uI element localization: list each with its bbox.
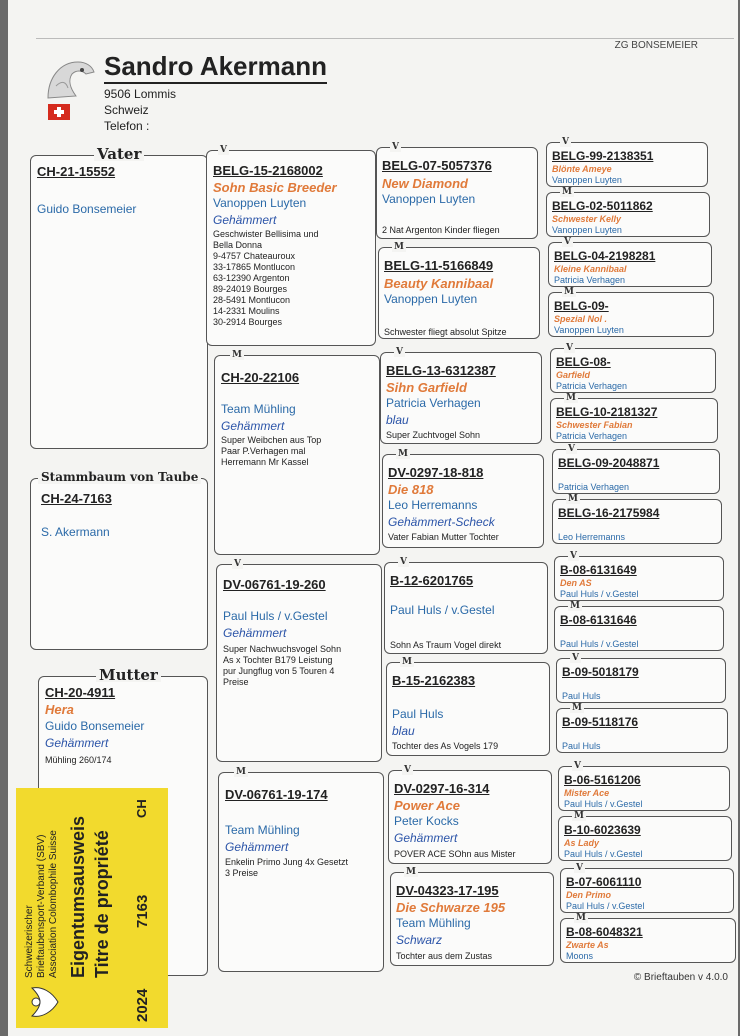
sex-marker: M — [570, 601, 580, 611]
gen2-owner: Patricia Verhagen — [386, 396, 481, 410]
gen3-box — [560, 868, 734, 913]
sex-marker: V — [566, 343, 573, 353]
gen3-owner: Paul Huls / v.Gestel — [560, 639, 639, 649]
sex-marker: V — [234, 559, 241, 569]
gen2-ring: B-15-2162383 — [392, 673, 476, 688]
gen1-owner: Paul Huls / v.Gestel — [223, 609, 328, 623]
gen3-box — [548, 292, 714, 337]
subject-legend: Stammbaum von Taube — [38, 470, 201, 484]
gen2-owner: Peter Kocks — [394, 814, 459, 828]
gen3-owner: Leo Herremanns — [558, 532, 626, 542]
gen2-box — [384, 562, 548, 654]
gen3-ring: B-09-5118176 — [562, 715, 639, 729]
sex-marker: M — [568, 494, 578, 504]
gen2-color: blau — [392, 724, 415, 738]
gen2-color: blau — [386, 413, 409, 427]
gen3-ring: B-06-5161206 — [564, 773, 641, 787]
gen2-name: Power Ace — [394, 798, 460, 813]
sticker-number: 7163 — [134, 894, 151, 928]
gen1-note: 63-12390 Argenton — [213, 273, 290, 283]
gen3-ring: BELG-02-5011862 — [552, 199, 653, 213]
dove-logo-icon — [24, 982, 62, 1022]
sex-marker: M — [406, 867, 416, 877]
gen1-box-father-mother — [214, 355, 380, 555]
subject-owner: S. Akermann — [41, 525, 110, 539]
sex-marker: V — [562, 137, 569, 147]
gen2-name: New Diamond — [382, 176, 468, 191]
swiss-flag-icon — [48, 104, 70, 120]
sex-marker: V — [564, 237, 571, 247]
gen1-note: 28-5491 Montlucon — [213, 295, 291, 305]
gen2-note: 2 Nat Argenton Kinder fliegen — [382, 225, 500, 235]
gen2-name: Die Schwarze 195 — [396, 900, 506, 915]
gen3-box — [552, 449, 720, 494]
gen1-note: Preise — [223, 677, 249, 687]
subject-ring: CH-24-7163 — [41, 491, 112, 506]
pigeon-head-icon — [42, 56, 98, 102]
gen3-ring: BELG-99-2138351 — [552, 149, 654, 163]
gen3-ring: B-10-6023639 — [564, 823, 641, 837]
gen3-owner: Paul Huls — [562, 741, 601, 751]
gen2-box — [382, 454, 544, 548]
mother-name: Hera — [45, 702, 74, 717]
gen3-box — [560, 918, 736, 963]
gen2-ring: BELG-07-5057376 — [382, 158, 492, 173]
gen3-ring: BELG-16-2175984 — [558, 506, 660, 520]
sticker-country: CH — [134, 799, 149, 818]
gen3-name: Spezial Nol . — [554, 314, 608, 324]
gen3-box — [552, 499, 722, 544]
sex-marker: V — [572, 653, 579, 663]
mother-color: Gehämmert — [45, 736, 109, 750]
gen3-ring: B-08-6048321 — [566, 925, 643, 939]
gen1-name: Sohn Basic Breeder — [213, 180, 337, 195]
mother-ring: CH-20-4911 — [45, 685, 116, 700]
father-ring: CH-21-15552 — [37, 164, 116, 179]
mother-owner: Guido Bonsemeier — [45, 719, 145, 733]
gen3-ring: B-07-6061110 — [566, 875, 642, 889]
gen2-note: Super Zuchtvogel Sohn — [386, 430, 481, 440]
gen3-name: Kleine Kannibaal — [554, 264, 627, 274]
software-footer: © Brieftauben v 4.0.0 — [633, 972, 728, 983]
gen2-owner: Vanoppen Luyten — [384, 292, 478, 306]
sticker-org-line2: Brieftaubensport-Verband (SBV) — [36, 834, 47, 978]
sex-marker: M — [402, 657, 412, 667]
club-name: ZG BONSEMEIER — [614, 40, 698, 51]
gen2-owner: Team Mühling — [396, 916, 471, 930]
gen2-box — [390, 872, 554, 966]
gen1-color: Gehämmert — [225, 840, 289, 854]
sex-marker: M — [232, 350, 242, 360]
gen2-box — [376, 147, 538, 239]
gen3-box — [558, 816, 732, 861]
gen2-name: Beauty Kannibaal — [384, 276, 494, 291]
gen1-ring: BELG-15-2168002 — [213, 163, 323, 178]
gen2-ring: B-12-6201765 — [390, 573, 474, 588]
sex-marker: M — [398, 449, 408, 459]
gen3-ring: BELG-04-2198281 — [554, 249, 656, 263]
gen3-owner: Vanoppen Luyten — [552, 175, 622, 185]
gen3-owner: Vanoppen Luyten — [554, 325, 624, 335]
gen1-ring: DV-06761-19-260 — [223, 577, 326, 592]
header-divider — [36, 38, 734, 39]
gen1-note: 30-2914 Bourges — [213, 317, 283, 327]
sex-marker: V — [570, 551, 577, 561]
owner-name: Sandro Akermann — [104, 52, 327, 84]
gen2-ring: DV-04323-17-195 — [396, 883, 499, 898]
gen2-owner: Paul Huls / v.Gestel — [390, 603, 495, 617]
gen2-ring: BELG-13-6312387 — [386, 363, 496, 378]
gen3-box — [556, 658, 726, 703]
gen3-box — [554, 606, 724, 651]
owner-phone: Telefon : — [104, 119, 150, 133]
sex-marker: V — [574, 761, 581, 771]
gen1-note: Geschwister Bellisima und — [213, 229, 319, 239]
gen2-owner: Paul Huls — [392, 707, 444, 721]
gen1-note: 33-17865 Montlucon — [213, 262, 296, 272]
gen1-color: Gehämmert — [223, 626, 287, 640]
gen3-box — [548, 242, 712, 287]
gen3-owner: Patricia Verhagen — [558, 482, 630, 492]
gen3-ring: BELG-09- — [554, 299, 609, 313]
gen3-owner: Paul Huls / v.Gestel — [566, 901, 645, 911]
gen1-owner: Team Mühling — [221, 402, 296, 416]
gen3-ring: B-08-6131646 — [560, 613, 637, 627]
gen2-ring: BELG-11-5166849 — [384, 258, 494, 273]
gen3-name: Schwester Fabian — [556, 420, 633, 430]
gen2-owner: Leo Herremanns — [388, 498, 478, 512]
gen3-name: Schwester Kelly — [552, 214, 622, 224]
gen2-ring: DV-0297-18-818 — [388, 465, 484, 480]
gen2-note: Sohn As Traum Vogel direkt — [390, 640, 502, 650]
gen3-owner: Paul Huls / v.Gestel — [564, 849, 643, 859]
gen1-note: Bella Donna — [213, 240, 263, 250]
gen3-ring: BELG-09-2048871 — [558, 456, 660, 470]
subject-box — [30, 478, 208, 650]
gen3-ring: B-08-6131649 — [560, 563, 637, 577]
gen1-note: As x Tochter B179 Leistung — [223, 655, 333, 665]
gen3-name: Mister Ace — [564, 788, 610, 798]
sex-marker: M — [572, 703, 582, 713]
gen2-name: Sihn Garfield — [386, 380, 467, 395]
gen3-box — [550, 398, 718, 443]
gen2-name: Die 818 — [388, 482, 434, 497]
gen3-owner: Paul Huls / v.Gestel — [560, 589, 639, 599]
gen1-note: Super Weibchen aus Top — [221, 435, 322, 445]
sticker-org-line1: Schweizerischer — [24, 905, 35, 978]
gen3-ring: B-09-5018179 — [562, 665, 639, 679]
gen1-note: Paar P.Verhagen mal — [221, 446, 306, 456]
sex-marker: M — [236, 767, 246, 777]
sex-marker: V — [220, 145, 227, 155]
sex-marker: V — [568, 444, 575, 454]
mother-note: Mühling 260/174 — [45, 755, 112, 765]
gen1-box-father-father — [206, 150, 376, 346]
gen1-note: pur Jungflug von 5 Touren 4 — [223, 666, 335, 676]
gen1-color: Gehämmert — [221, 419, 285, 433]
sex-marker: V — [400, 557, 407, 567]
gen1-note: Herremann Mr Kassel — [221, 457, 309, 467]
gen2-note: Vater Fabian Mutter Tochter — [388, 532, 499, 542]
gen3-name: Garfield — [556, 370, 591, 380]
sex-marker: M — [566, 393, 576, 403]
sticker-year: 2024 — [134, 988, 151, 1022]
gen3-box — [546, 192, 710, 237]
gen3-owner: Moons — [566, 951, 594, 961]
sex-marker: V — [392, 142, 399, 152]
gen1-note: 14-2331 Moulins — [213, 306, 280, 316]
gen3-name: Den Primo — [566, 890, 612, 900]
ownership-sticker — [16, 788, 168, 1028]
gen3-name: Blönte Ameye — [552, 164, 612, 174]
sex-marker: M — [576, 913, 586, 923]
sticker-title-de: Eigentumsausweis — [68, 815, 88, 978]
gen1-note: 3 Preise — [225, 868, 259, 878]
gen3-owner: Paul Huls / v.Gestel — [564, 799, 643, 809]
sticker-org-line3: Association Colombophile Suisse — [48, 830, 59, 978]
gen3-box — [554, 556, 724, 601]
gen1-ring: CH-20-22106 — [221, 370, 300, 385]
gen2-note: Schwester fliegt absolut Spitze — [384, 327, 507, 337]
gen3-name: Zwarte As — [566, 940, 609, 950]
gen1-ring: DV-06761-19-174 — [225, 787, 328, 802]
owner-address: 9506 Lommis — [104, 87, 177, 101]
gen1-note: 9-4757 Chateauroux — [213, 251, 296, 261]
gen3-owner: Patricia Verhagen — [554, 275, 626, 285]
gen2-box — [388, 770, 552, 864]
gen2-box — [378, 247, 540, 339]
sticker-content — [16, 788, 168, 1028]
gen3-box — [558, 766, 730, 811]
sex-marker: M — [562, 187, 572, 197]
gen1-owner: Vanoppen Luyten — [213, 196, 307, 210]
sex-marker: V — [404, 765, 411, 775]
gen2-ring: DV-0297-16-314 — [394, 781, 490, 796]
mother-legend: Mutter — [96, 668, 161, 682]
gen1-note: Enkelin Primo Jung 4x Gesetzt — [225, 857, 349, 867]
gen2-note: POVER ACE SOhn aus Mister — [394, 849, 516, 859]
sex-marker: M — [394, 242, 404, 252]
gen2-note: Tochter aus dem Zustas — [396, 951, 493, 961]
sex-marker: M — [574, 811, 584, 821]
gen3-name: Den AS — [560, 578, 592, 588]
sex-marker: V — [576, 863, 583, 873]
gen2-note: Tochter des As Vogels 179 — [392, 741, 499, 751]
gen3-owner: Patricia Verhagen — [556, 381, 628, 391]
gen1-owner: Team Mühling — [225, 823, 300, 837]
sex-marker: M — [564, 287, 574, 297]
gen1-box-mother-mother — [218, 772, 384, 972]
gen1-box-mother-father — [216, 564, 382, 762]
owner-country: Schweiz — [104, 103, 149, 117]
gen1-note: 89-24019 Bourges — [213, 284, 288, 294]
gen1-color: Gehämmert — [213, 213, 277, 227]
gen2-color: Gehämmert — [394, 831, 458, 845]
father-owner: Guido Bonsemeier — [37, 202, 137, 216]
gen2-box — [380, 352, 542, 444]
gen3-owner: Patricia Verhagen — [556, 431, 628, 441]
gen2-color: Gehämmert-Scheck — [388, 515, 495, 529]
gen1-note: Super Nachwuchsvogel Sohn — [223, 644, 342, 654]
gen3-ring: BELG-10-2181327 — [556, 405, 658, 419]
gen3-box — [550, 348, 716, 393]
gen2-owner: Vanoppen Luyten — [382, 192, 476, 206]
sticker-title-fr: Titre de propriété — [92, 830, 112, 978]
gen3-owner: Vanoppen Luyten — [552, 225, 622, 235]
gen3-owner: Paul Huls — [562, 691, 601, 701]
father-legend: Vater — [94, 147, 144, 161]
gen3-ring: BELG-08- — [556, 355, 611, 369]
gen2-box — [386, 662, 550, 756]
gen3-box — [556, 708, 728, 753]
gen3-box — [546, 142, 708, 187]
father-box — [30, 155, 208, 449]
sex-marker: V — [396, 347, 403, 357]
gen2-color: Schwarz — [396, 933, 443, 947]
gen3-name: As Lady — [564, 838, 600, 848]
